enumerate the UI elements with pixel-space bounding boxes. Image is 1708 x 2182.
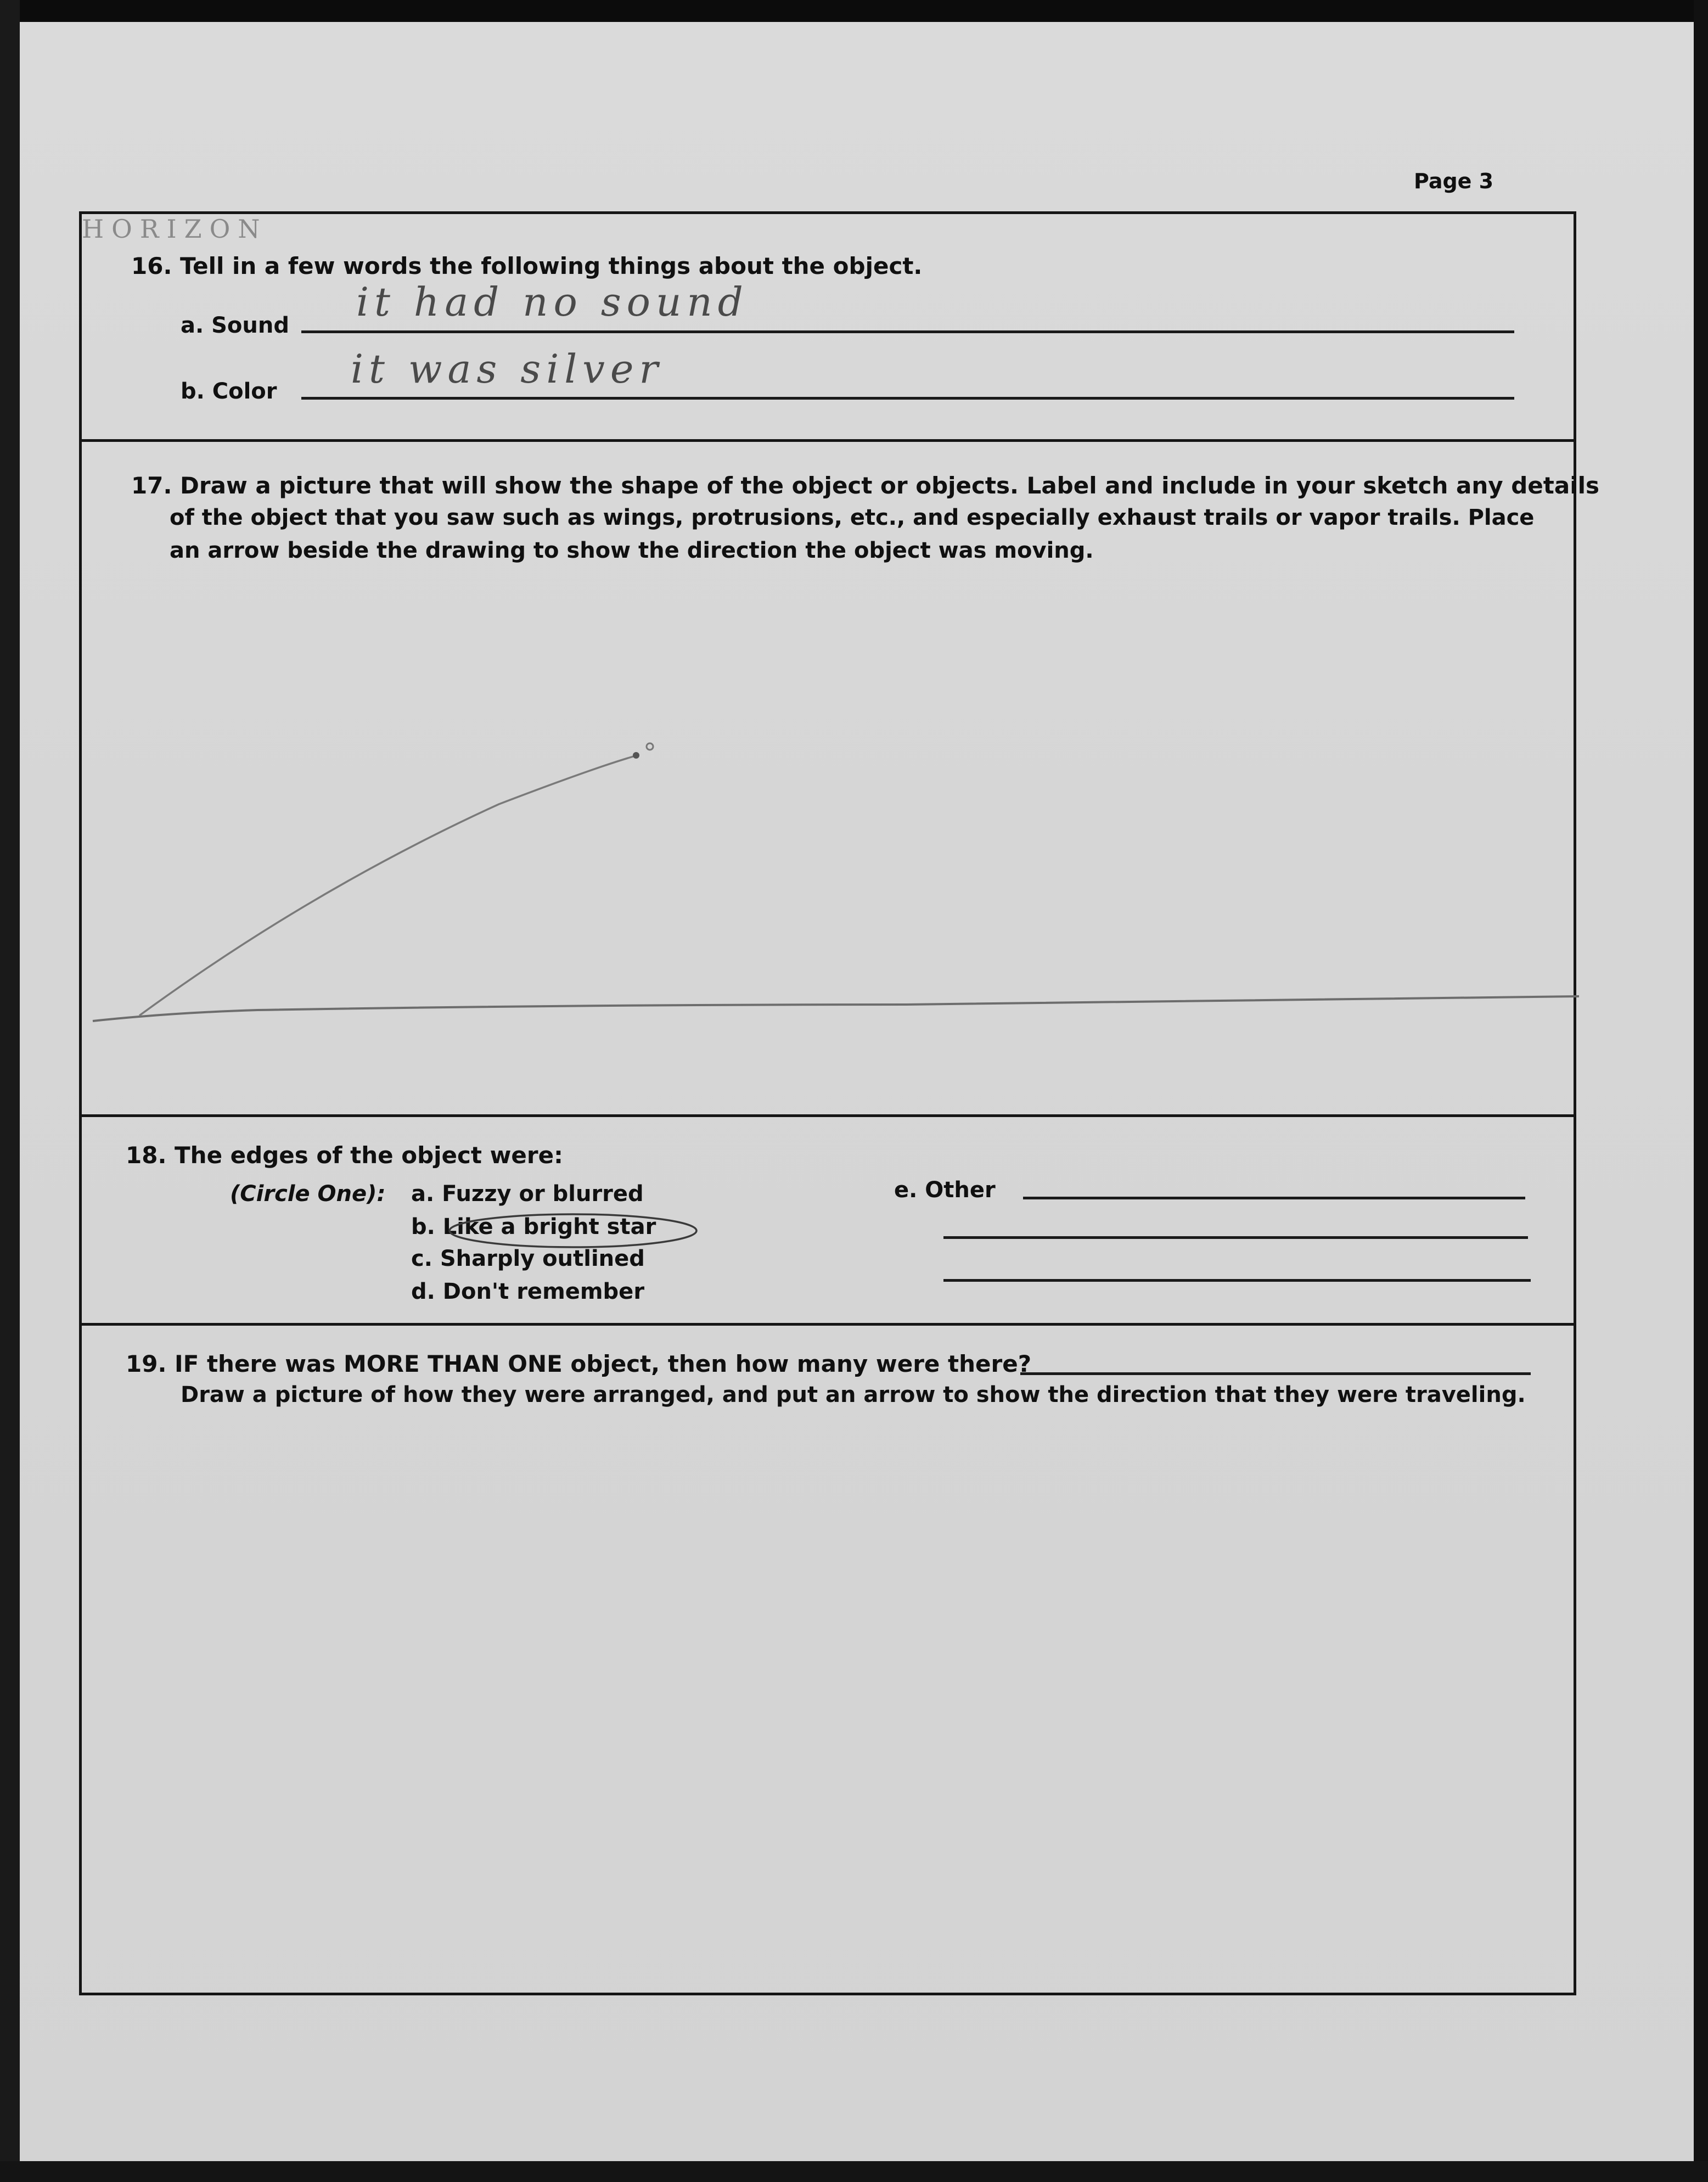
option-fuzzy: a. Fuzzy or blurred — [411, 1181, 644, 1207]
object-mark — [633, 752, 639, 759]
q17-line2: of the object that you saw such as wings, protrusions, etc., and especially exhaust trails or vapor trails. Place — [170, 505, 1535, 530]
divider-18-19 — [82, 1323, 1574, 1326]
object-mark-small — [647, 743, 653, 750]
form-frame — [79, 211, 1599, 1995]
other-label: e. Other — [894, 1177, 996, 1203]
film-border-left — [0, 0, 20, 2182]
circle-one-label: (Circle One): — [230, 1181, 386, 1207]
q16-prompt: 16. Tell in a few words the following things about the object. — [131, 253, 923, 279]
film-border-right — [1694, 0, 1708, 2182]
q18-prompt: 18. The edges of the object were: — [126, 1142, 563, 1169]
horizon-label: HORIZON — [82, 214, 268, 244]
color-answer-line — [301, 397, 1514, 400]
selection-circle — [444, 1209, 702, 1253]
form-page — [20, 22, 1694, 2161]
option-bright-star: b. Like a bright star — [411, 1214, 656, 1239]
q16-color-label: b. Color — [181, 379, 277, 404]
film-border-bottom — [0, 2161, 1708, 2182]
flight-path-line — [139, 756, 633, 1016]
q17-line3: an arrow beside the drawing to show the direction the object was moving. — [170, 538, 1094, 563]
film-border-top — [0, 0, 1708, 22]
sound-answer-line — [301, 330, 1514, 333]
q16-sound-label: a. Sound — [181, 313, 289, 338]
page-number: Page 3 — [1414, 169, 1494, 193]
option-sharply: c. Sharply outlined — [411, 1246, 645, 1271]
q19-line2: Draw a picture of how they were arranged, and put an arrow to show the direction that they were traveling. — [181, 1382, 1526, 1407]
color-answer: it was silver — [351, 346, 664, 392]
other-line-3 — [943, 1279, 1531, 1282]
other-line-2 — [943, 1236, 1528, 1239]
count-answer-line — [1020, 1372, 1531, 1375]
horizon-line — [93, 996, 1579, 1021]
sound-answer: it had no sound — [356, 279, 749, 325]
q17-line1: 17. Draw a picture that will show the shape of the object or objects. Label and include in your sketch any details — [131, 472, 1599, 499]
other-line-1 — [1023, 1197, 1525, 1199]
option-dont-remember: d. Don't remember — [411, 1279, 645, 1304]
divider-17-18 — [82, 1114, 1574, 1117]
q19-line1: 19. IF there was MORE THAN ONE object, then how many were there? — [126, 1350, 1032, 1377]
